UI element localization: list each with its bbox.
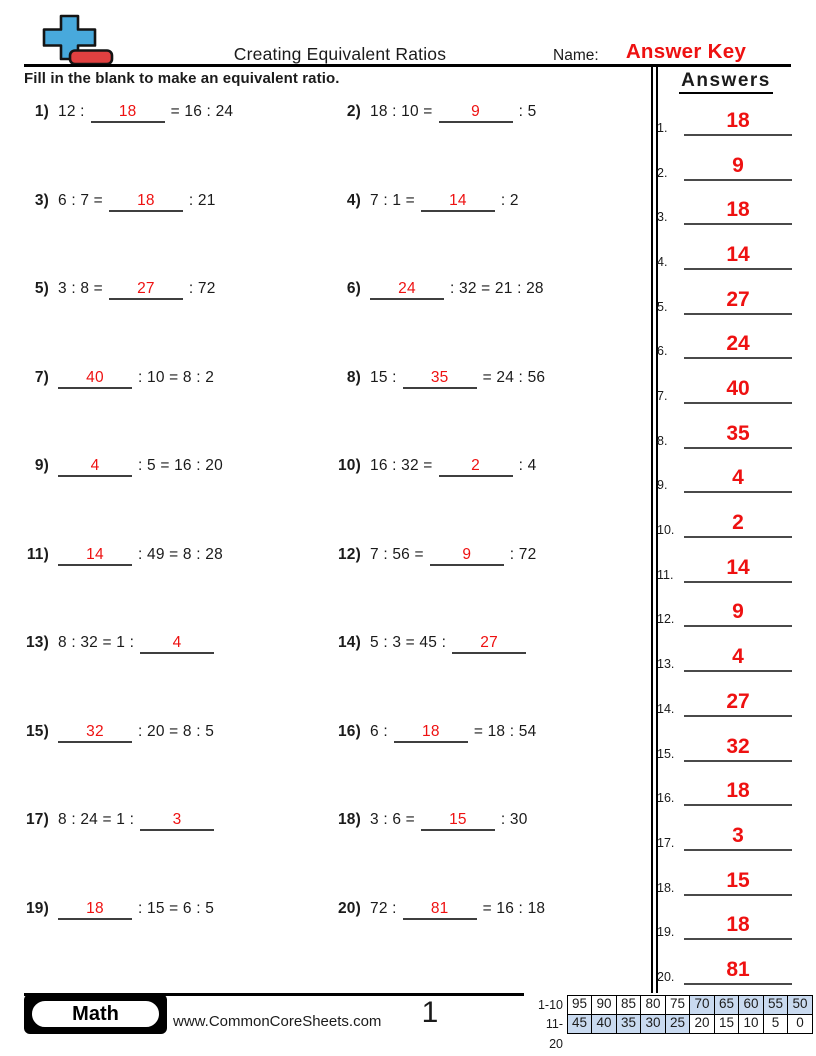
answer-item-12 [657, 597, 792, 627]
page-number: 1 [421, 996, 439, 1029]
answer-item-5 [657, 285, 792, 315]
answer-value: 14 [684, 243, 792, 270]
subject-label: Math [30, 999, 161, 1029]
page-title: Creating Equivalent Ratios [233, 44, 447, 64]
answer-blank [58, 546, 132, 566]
answer-number: 15. [657, 747, 675, 761]
answer-value: 18 [684, 779, 792, 806]
problem-number: 12) [337, 546, 361, 563]
problem-13 [16, 634, 214, 654]
answer-item-11 [657, 553, 792, 583]
blank-answer-value: 24 [398, 280, 416, 297]
answer-number: 2. [657, 166, 668, 180]
problem-17 [16, 811, 214, 831]
problem-12 [328, 546, 536, 566]
answer-number: 18. [657, 881, 675, 895]
problem-19 [16, 900, 214, 920]
blank-answer-value: 14 [86, 546, 104, 563]
problem-number: 10) [337, 457, 361, 474]
blank-answer-value: 4 [90, 457, 100, 474]
problem-suffix: : 72 [188, 280, 216, 297]
problem-number: 6) [346, 280, 361, 297]
problem-18 [328, 811, 528, 831]
problem-suffix: : 2 [500, 192, 519, 209]
answer-item-9 [657, 463, 792, 493]
problem-suffix: = 16 : 18 [482, 900, 546, 917]
blank-answer-value: 14 [449, 192, 467, 209]
problem-prefix: 7 : 1 = [370, 192, 415, 209]
score-row-1 [532, 995, 813, 1015]
answer-value: 15 [684, 869, 792, 896]
problem-suffix: = 24 : 56 [482, 369, 546, 386]
problem-number: 18) [337, 811, 361, 828]
problem-suffix: : 30 [500, 811, 528, 828]
score-range-label: 1-10 [537, 998, 563, 1012]
problem-prefix: 8 : 32 = 1 : [58, 634, 135, 651]
problem-number: 15) [25, 723, 49, 740]
answer-value: 24 [684, 332, 792, 359]
subject-badge [24, 994, 167, 1034]
score-cell: 25 [665, 1014, 691, 1034]
score-cell: 85 [616, 995, 642, 1015]
answer-value: 18 [684, 913, 792, 940]
problem-suffix: : 20 = 8 : 5 [138, 723, 215, 740]
answer-item-20 [657, 955, 792, 985]
answer-number: 11. [657, 568, 674, 582]
answer-number: 19. [657, 925, 675, 939]
problem-prefix: 8 : 24 = 1 : [58, 811, 135, 828]
answer-blank [140, 634, 214, 654]
answer-number: 12. [657, 612, 675, 626]
problem-number: 13) [25, 634, 49, 651]
problem-prefix: 7 : 56 = [370, 546, 424, 563]
answer-number: 6. [657, 344, 668, 358]
score-cell: 45 [567, 1014, 593, 1034]
blank-answer-value: 27 [137, 280, 155, 297]
problem-number: 7) [34, 369, 49, 386]
problem-3 [16, 192, 216, 212]
problem-prefix: 6 : [370, 723, 388, 740]
problem-number: 14) [337, 634, 361, 651]
answers-title: Answers [660, 70, 792, 92]
score-cell: 0 [787, 1014, 813, 1034]
problem-number: 20) [337, 900, 361, 917]
problem-15 [16, 723, 214, 743]
problem-prefix: 12 : [58, 103, 85, 120]
score-cell: 40 [591, 1014, 617, 1034]
problem-prefix: 16 : 32 = [370, 457, 433, 474]
problem-number: 1) [34, 103, 49, 120]
problem-14 [328, 634, 526, 654]
problem-number: 3) [34, 192, 49, 209]
answer-blank [370, 280, 444, 300]
answer-blank [58, 369, 132, 389]
score-cell: 70 [689, 995, 715, 1015]
answer-value: 27 [684, 690, 792, 717]
answer-number: 10. [657, 523, 675, 537]
blank-answer-value: 2 [471, 457, 480, 474]
blank-answer-value: 18 [86, 900, 104, 917]
answer-blank [421, 192, 495, 212]
answer-blank [421, 811, 495, 831]
answer-value: 18 [684, 109, 792, 136]
problem-suffix: : 21 [188, 192, 216, 209]
answer-blank [403, 900, 477, 920]
answer-value: 4 [684, 466, 792, 493]
answer-blank [439, 103, 513, 123]
answer-item-15 [657, 732, 792, 762]
score-cell: 90 [591, 995, 617, 1015]
website-url: www.CommonCoreSheets.com [173, 1013, 382, 1030]
score-cell: 55 [763, 995, 789, 1015]
problem-suffix: = 16 : 24 [170, 103, 234, 120]
problem-suffix: : 4 [518, 457, 537, 474]
answer-item-6 [657, 329, 792, 359]
problem-4 [328, 192, 519, 212]
answer-blank [58, 900, 132, 920]
problem-number: 2) [346, 103, 361, 120]
score-cell: 80 [640, 995, 666, 1015]
problem-number: 19) [25, 900, 49, 917]
header-divider [24, 64, 791, 67]
score-cell: 10 [738, 1014, 764, 1034]
problem-prefix: 15 : [370, 369, 397, 386]
answer-item-4 [657, 240, 792, 270]
score-cell: 35 [616, 1014, 642, 1034]
problem-7 [16, 369, 214, 389]
problem-suffix: : 10 = 8 : 2 [138, 369, 215, 386]
answer-value: 4 [684, 645, 792, 672]
answer-value: 3 [684, 824, 792, 851]
blank-answer-value: 15 [449, 811, 467, 828]
problem-number: 16) [337, 723, 361, 740]
problem-prefix: 72 : [370, 900, 397, 917]
answer-number: 9. [657, 478, 668, 492]
answer-number: 5. [657, 300, 668, 314]
problem-suffix: : 32 = 21 : 28 [450, 280, 544, 297]
answer-blank [91, 103, 165, 123]
blank-answer-value: 18 [118, 103, 137, 120]
problem-suffix: : 5 [518, 103, 537, 120]
blank-answer-value: 32 [86, 723, 104, 740]
problem-prefix: 6 : 7 = [58, 192, 103, 209]
answer-blank [58, 457, 132, 477]
blank-answer-value: 3 [172, 811, 182, 828]
answer-item-18 [657, 866, 792, 896]
blank-answer-value: 27 [480, 634, 498, 651]
blank-answer-value: 4 [172, 634, 182, 651]
answer-value: 9 [684, 154, 792, 181]
blank-answer-value: 81 [430, 900, 449, 917]
answer-blank [109, 280, 183, 300]
answer-blank [394, 723, 468, 743]
answer-item-7 [657, 374, 792, 404]
blank-answer-value: 40 [86, 369, 104, 386]
answer-value: 18 [684, 198, 792, 225]
score-cell: 65 [714, 995, 740, 1015]
answer-item-2 [657, 151, 792, 181]
answer-key-text: Answer Key [625, 40, 747, 63]
answer-blank [58, 723, 132, 743]
problem-number: 9) [34, 457, 49, 474]
score-grid [532, 995, 813, 1051]
answer-blank [452, 634, 526, 654]
score-row-2 [532, 1014, 813, 1051]
score-cell: 60 [738, 995, 764, 1015]
answer-item-1 [657, 106, 792, 136]
answer-number: 8. [657, 434, 668, 448]
answer-blank [430, 546, 504, 566]
problem-8 [328, 369, 545, 389]
answer-item-10 [657, 508, 792, 538]
problem-2 [328, 103, 536, 123]
blank-answer-value: 18 [422, 723, 440, 740]
answer-item-17 [657, 821, 792, 851]
answer-blank [439, 457, 513, 477]
answer-value: 27 [684, 288, 792, 315]
problem-6 [328, 280, 544, 300]
problem-11 [16, 546, 223, 566]
problem-9 [16, 457, 223, 477]
answer-number: 13. [657, 657, 675, 671]
problem-number: 11) [26, 546, 49, 563]
answer-item-8 [657, 419, 792, 449]
score-cell: 95 [567, 995, 593, 1015]
score-cell: 5 [763, 1014, 789, 1034]
answer-number: 17. [657, 836, 675, 850]
plus-minus-icon [42, 14, 114, 71]
problem-prefix: 5 : 3 = 45 : [370, 634, 447, 651]
blank-answer-value: 9 [462, 546, 472, 563]
score-range-label: 11-20 [545, 1016, 563, 1051]
answer-item-3 [657, 195, 792, 225]
problem-number: 4) [346, 192, 361, 209]
answer-item-19 [657, 910, 792, 940]
answer-blank [109, 192, 183, 212]
problem-number: 17) [25, 811, 49, 828]
problem-suffix: : 72 [509, 546, 537, 563]
problem-5 [16, 280, 216, 300]
score-cell: 75 [665, 995, 691, 1015]
problem-suffix: = 18 : 54 [473, 723, 537, 740]
problem-number: 5) [34, 280, 49, 297]
score-cell: 50 [787, 995, 813, 1015]
problem-prefix: 3 : 6 = [370, 811, 415, 828]
instruction-text: Fill in the blank to make an equivalent ratio. [24, 70, 340, 87]
answer-number: 1. [657, 121, 668, 135]
problem-suffix: : 15 = 6 : 5 [138, 900, 215, 917]
answer-value: 35 [684, 422, 792, 449]
blank-answer-value: 18 [137, 192, 155, 209]
problem-number: 8) [346, 369, 361, 386]
answer-number: 7. [657, 389, 668, 403]
problem-20 [328, 900, 545, 920]
answer-value: 81 [684, 958, 792, 985]
answer-number: 20. [657, 970, 675, 984]
problem-1 [16, 103, 233, 123]
answer-item-14 [657, 687, 792, 717]
answer-value: 9 [684, 600, 792, 627]
answer-blank [140, 811, 214, 831]
answer-number: 3. [657, 210, 668, 224]
blank-answer-value: 35 [430, 369, 449, 386]
problem-prefix: 3 : 8 = [58, 280, 103, 297]
answer-value: 2 [684, 511, 792, 538]
answer-item-16 [657, 776, 792, 806]
answer-number: 16. [657, 791, 675, 805]
answer-value: 32 [684, 735, 792, 762]
score-cell: 20 [689, 1014, 715, 1034]
score-cell: 15 [714, 1014, 740, 1034]
name-label: Name: [553, 47, 599, 64]
answer-number: 4. [657, 255, 668, 269]
problem-10 [328, 457, 536, 477]
answer-value: 14 [684, 556, 792, 583]
problem-16 [328, 723, 536, 743]
problem-suffix: : 5 = 16 : 20 [138, 457, 223, 474]
blank-answer-value: 9 [471, 103, 480, 120]
answer-item-13 [657, 642, 792, 672]
answer-number: 14. [657, 702, 675, 716]
answer-value: 40 [684, 377, 792, 404]
problem-suffix: : 49 = 8 : 28 [138, 546, 223, 563]
problem-prefix: 18 : 10 = [370, 103, 433, 120]
answer-blank [403, 369, 477, 389]
score-cell: 30 [640, 1014, 666, 1034]
